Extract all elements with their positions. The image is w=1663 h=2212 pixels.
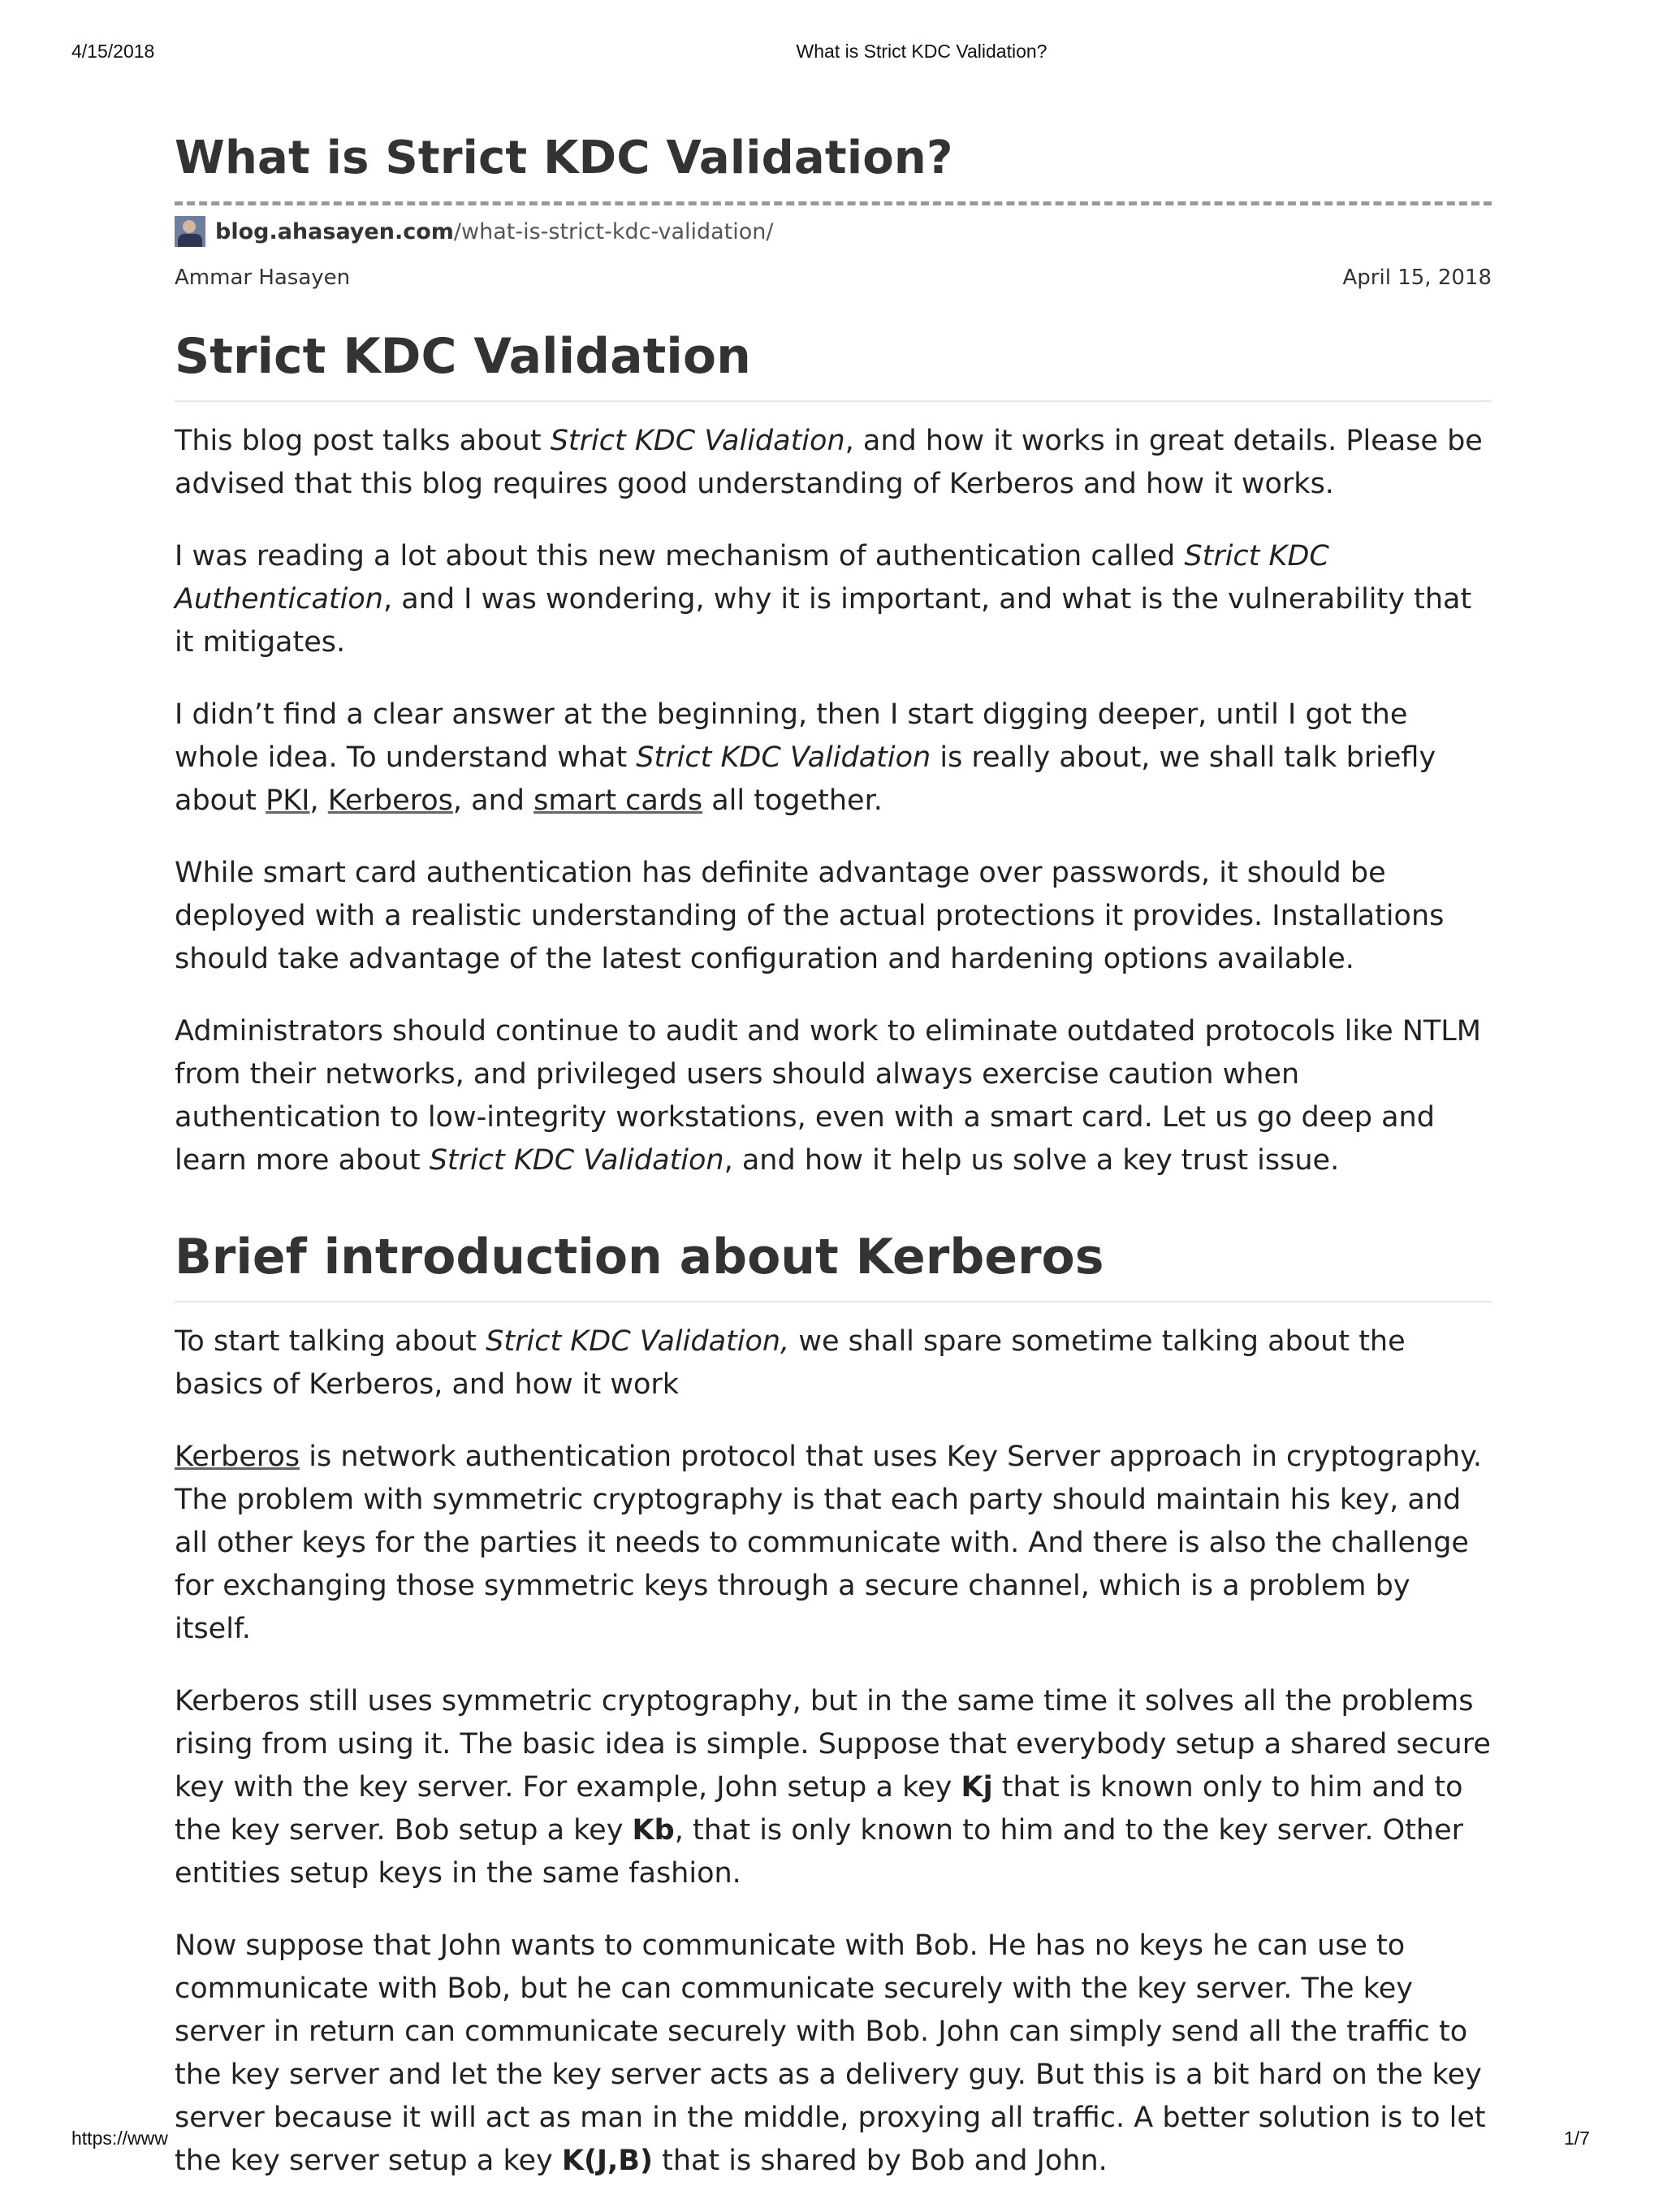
print-header [0,41,1663,68]
author: Ammar Hasayen [175,266,351,290]
paragraph: This blog post talks about Strict KDC Validation, and how it works in great details. Please be advised that this blog requires good understanding of Kerberos and how it works. [175,425,1483,500]
section-heading-kerberos-intro: Brief introduction about Kerberos [175,1229,1104,1285]
print-title: What is Strict KDC Validation? [796,41,1047,62]
source-link[interactable] [215,219,774,244]
section-divider [175,400,1492,402]
paragraph: Now suppose that John wants to communicate with Bob. He has no keys he can use to communicate with Bob, but he can communicate securely with the key server. The key server in return can communicate securely with Bob. John can simply send all the traffic to the key server and let the key server acts as a delivery guy. But this is a bit hard on the key server because it will act as man in the middle, proxying all traffic. A better solution is to let the key server setup a key K(J,B) that is shared by Bob and John. [175,1929,1486,2177]
link-kerberos-2[interactable]: Kerberos [175,1441,300,1473]
paragraph: Kerberos still uses symmetric cryptography, but in the same time it solves all the problems rising from using it. The basic idea is simple. Suppose that everybody setup a shared secure key with the key server. For example, John setup a key Kj that is known only to him and to the key server. Bob setup a key Kb, that is only known to him and to the key server. Other entities setup keys in the same fashion. [175,1685,1491,1890]
source-path: /what-is-strict-kdc-validation/ [453,218,774,244]
meta-row [175,257,1492,298]
link-pki[interactable]: PKI [266,784,310,817]
paragraph: While smart card authentication has definite advantage over passwords, it should be deployed with a realistic understanding of the actual protections it provides. Installations should take advantage of the latest configuration and hardening options available. [175,857,1445,975]
publish-date: April 15, 2018 [1342,266,1492,290]
source-row [175,215,1492,248]
print-date: 4/15/2018 [71,41,155,62]
source-domain: blog.ahasayen.com [215,218,454,244]
paragraph: To start talking about Strict KDC Validation, we shall spare sometime talking about the basics of Kerberos, and how it work [175,1325,1406,1401]
article [175,130,1492,2212]
paragraph: Kerberos is network authentication protocol that uses Key Server approach in cryptography. The problem with symmetric cryptography is that each party should maintain his key, and all other keys for the parties it needs to communicate with. And there is also the challenge for exchanging those symmetric keys through a secure channel, which is a problem by itself. [175,1441,1483,1645]
section-divider [175,1301,1492,1303]
section-heading-strict-kdc: Strict KDC Validation [175,328,751,385]
link-kerberos[interactable]: Kerberos [327,784,453,817]
print-url: https://www [71,2128,168,2149]
paragraph: Administrators should continue to audit and work to eliminate outdated protocols like NTLM from their networks, and privileged users should always exercise caution when authentication to low-integrity workstations, even with a smart card. Let us go deep and learn more about Strict KDC Validation, and how it help us solve a key trust issue. [175,1015,1481,1177]
title-divider [175,201,1492,205]
page-number: 1/7 [1564,2128,1590,2149]
paragraph: I was reading a lot about this new mechanism of authentication called Strict KDC Authentication, and I was wondering, why it is important, and what is the vulnerability that it mitigates. [175,540,1472,659]
article-title: What is Strict KDC Validation? [175,132,953,184]
author-avatar-icon [175,216,205,247]
paragraph: I didn’t find a clear answer at the beginning, then I start digging deeper, until I got the whole idea. To understand what Strict KDC Validation is really about, we shall talk briefly about PKI, Kerberos, and smart cards all together. [175,698,1436,817]
link-smart-cards[interactable]: smart cards [533,784,703,817]
